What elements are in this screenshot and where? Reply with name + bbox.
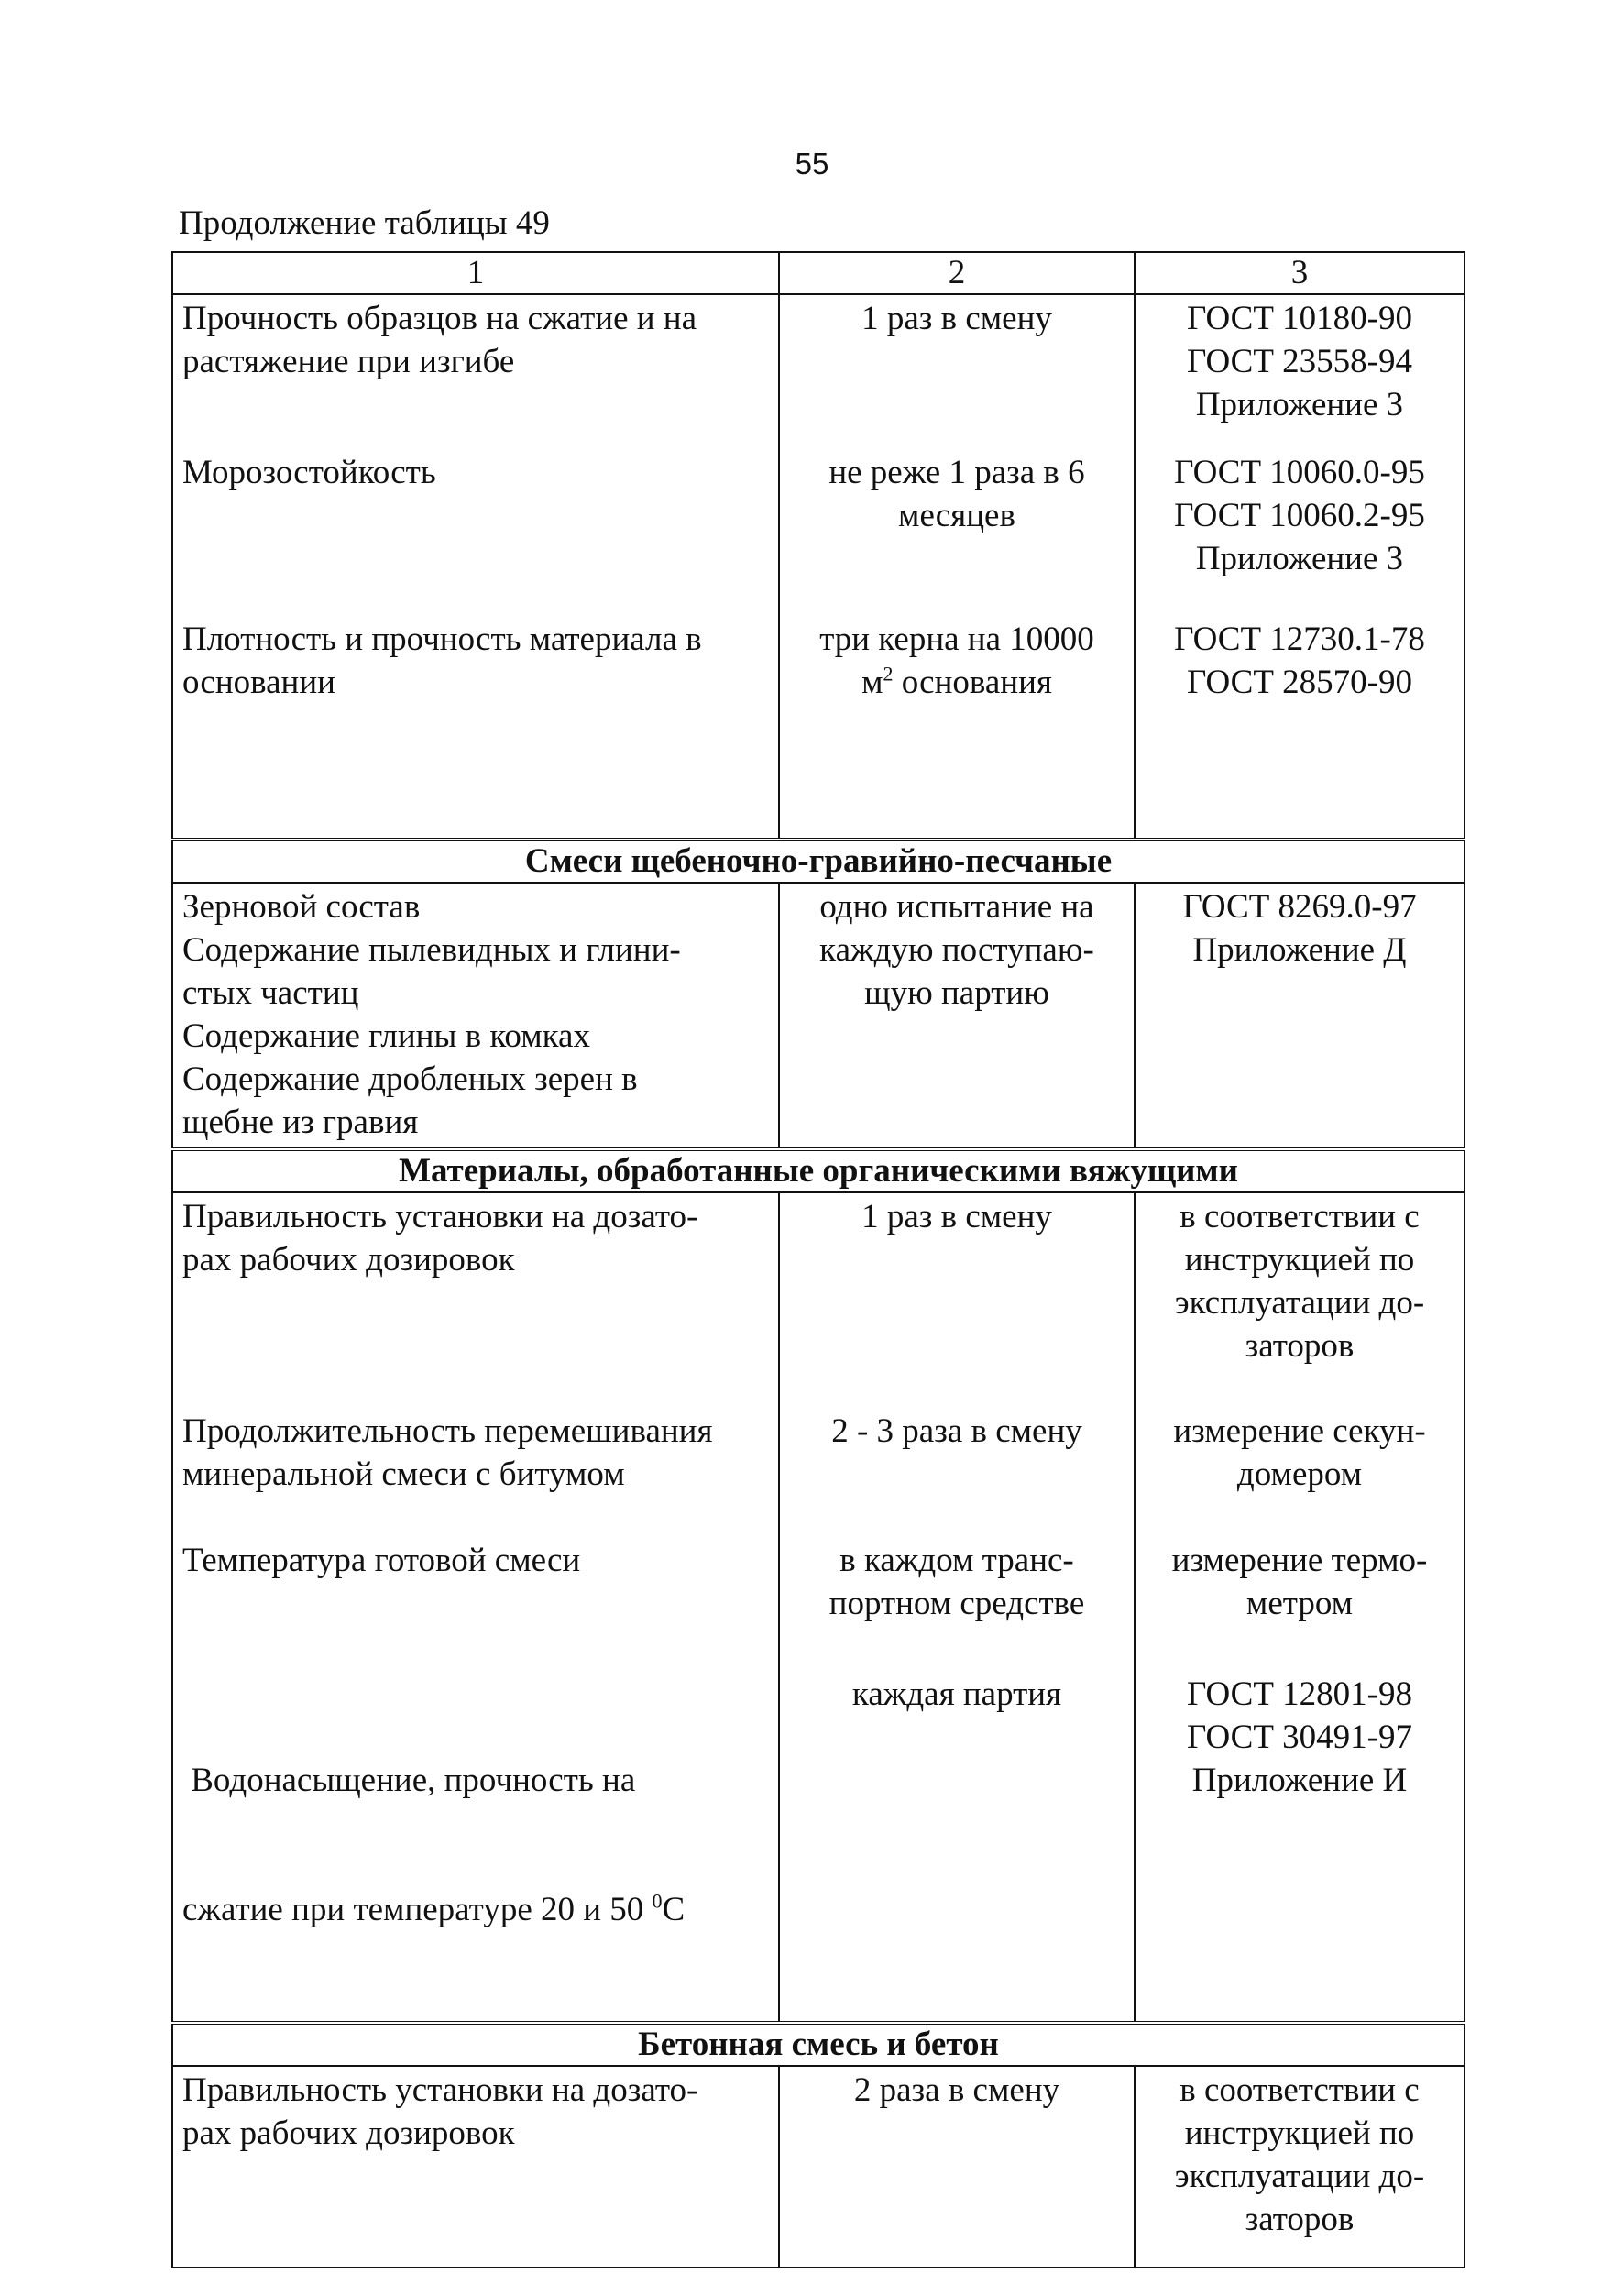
param-cell (172, 616, 779, 840)
table-row (172, 1537, 1465, 1671)
table-row (172, 1192, 1465, 1408)
reference-text: в соответствии с (1180, 2071, 1420, 2109)
param-text: рах рабочих дозировок (182, 1241, 515, 1279)
reference-text: ГОСТ 10060.0-95 (1174, 454, 1425, 491)
control-table (171, 251, 1465, 2268)
param-text: минеральной смеси с битумом (182, 1455, 625, 1493)
table-row (172, 883, 1465, 1149)
frequency-cell (779, 1192, 1135, 1408)
param-cell (172, 1671, 779, 2023)
table-header-row (172, 252, 1465, 294)
frequency-text: 1 раз в смену (861, 300, 1052, 337)
reference-text: инструкцией по (1184, 1241, 1415, 1279)
frequency-cell (779, 883, 1135, 1149)
reference-text: эксплуатации до- (1174, 1284, 1425, 1322)
frequency-cell (779, 616, 1135, 840)
reference-cell (1135, 883, 1465, 1149)
reference-text: ГОСТ 10180-90 (1187, 300, 1412, 337)
reference-text: ГОСТ 10060.2-95 (1174, 497, 1425, 534)
frequency-cell (779, 294, 1135, 449)
reference-text: Приложение З (1195, 540, 1404, 577)
reference-cell (1135, 1671, 1465, 2023)
frequency-cell (779, 449, 1135, 616)
table-row (172, 616, 1465, 840)
param-text: щебне из гравия (182, 1104, 419, 1141)
temperature-text: сжатие при температуре 20 и 50 (182, 1891, 653, 1928)
param-text: стых частиц (182, 974, 359, 1012)
param-cell (172, 2066, 779, 2268)
reference-text: Приложение З (1195, 386, 1404, 423)
reference-text: домером (1236, 1455, 1363, 1493)
reference-text: метром (1245, 1585, 1354, 1622)
param-text: растяжение при изгибе (182, 343, 515, 380)
celsius-text: С (662, 1891, 686, 1928)
reference-text: ГОСТ 28570-90 (1187, 664, 1412, 701)
param-text: Продолжительность перемешивания (182, 1412, 713, 1450)
table-row (172, 1408, 1465, 1537)
frequency-text: три керна на 10000 (819, 620, 1094, 658)
param-text: Содержание дробленых зерен в (182, 1060, 638, 1098)
param-cell (172, 294, 779, 449)
param-text (182, 1888, 769, 1931)
reference-cell (1135, 449, 1465, 616)
reference-text: в соответствии с (1180, 1198, 1420, 1235)
param-cell (172, 1408, 779, 1537)
unit-superscript: 2 (883, 662, 894, 686)
frequency-text: 1 раз в смену (861, 1198, 1052, 1235)
table-caption: Продолжение таблицы 49 (179, 204, 550, 242)
frequency-text: каждая партия (851, 1675, 1062, 1713)
reference-text: ГОСТ 8269.0-97 (1182, 888, 1417, 926)
param-text: Температура готовой смеси (182, 1542, 581, 1579)
reference-cell (1135, 1192, 1465, 1408)
param-text: основании (182, 664, 335, 701)
param-text: Плотность и прочность материала в (182, 620, 702, 658)
reference-text: измерение термо- (1171, 1542, 1428, 1579)
unit-rest-text: основания (893, 664, 1052, 701)
frequency-text: 2 - 3 раза в смену (831, 1412, 1082, 1450)
param-text: Правильность установки на дозато- (182, 1198, 698, 1235)
section-header-row (172, 840, 1465, 883)
param-text: Зерновой состав (182, 888, 421, 926)
page-number: 55 (795, 147, 829, 181)
frequency-text: 2 раза в смену (853, 2071, 1060, 2109)
section-header-row (172, 1149, 1465, 1192)
table-row (172, 294, 1465, 449)
header-col-3: 3 (1135, 252, 1465, 294)
unit-text: м (861, 664, 883, 701)
reference-text: заторов (1245, 1327, 1355, 1365)
reference-cell (1135, 294, 1465, 449)
reference-text: заторов (1245, 2201, 1355, 2238)
frequency-text: щую партию (864, 974, 1049, 1012)
reference-cell (1135, 1408, 1465, 1537)
reference-cell (1135, 2066, 1465, 2268)
frequency-text: каждую поступаю- (819, 931, 1094, 969)
header-col-1: 1 (172, 252, 779, 294)
param-text: Содержание глины в комках (182, 1017, 590, 1055)
reference-text: ГОСТ 12801-98 (1187, 1675, 1412, 1713)
section-header-row (172, 2023, 1465, 2066)
reference-text: эксплуатации до- (1174, 2158, 1425, 2195)
param-cell (172, 1192, 779, 1408)
reference-cell (1135, 616, 1465, 840)
degree-superscript: 0 (652, 1889, 663, 1913)
frequency-text: месяцев (898, 497, 1015, 534)
param-text: Морозостойкость (182, 454, 436, 491)
param-text: Содержание пылевидных и глини- (182, 931, 681, 969)
table-row (172, 1671, 1465, 2023)
param-text: рах рабочих дозировок (182, 2114, 515, 2152)
reference-text: измерение секун- (1173, 1412, 1426, 1450)
frequency-cell (779, 1671, 1135, 2023)
param-text: Прочность образцов на сжатие и на (182, 300, 697, 337)
header-col-2: 2 (779, 252, 1135, 294)
frequency-cell (779, 2066, 1135, 2268)
reference-text: ГОСТ 23558-94 (1187, 343, 1412, 380)
section-title: Материалы, обработанные органическими вяжущими (172, 1149, 1465, 1192)
param-cell (172, 449, 779, 616)
reference-text: ГОСТ 12730.1-78 (1174, 620, 1425, 658)
param-text: Правильность установки на дозато- (182, 2071, 698, 2109)
frequency-text: портном средстве (828, 1585, 1085, 1622)
frequency-text: одно испытание на (819, 888, 1094, 926)
reference-text: Приложение И (1191, 1762, 1408, 1799)
param-cell (172, 1537, 779, 1671)
frequency-text: в каждом транс- (839, 1542, 1074, 1579)
section-title: Бетонная смесь и бетон (172, 2023, 1465, 2066)
param-cell (172, 883, 779, 1149)
reference-text: инструкцией по (1184, 2114, 1415, 2152)
section-title: Смеси щебеночно-гравийно-песчаные (172, 840, 1465, 883)
frequency-text: не реже 1 раза в 6 (828, 454, 1085, 491)
reference-text: Приложение Д (1192, 931, 1407, 969)
table-row (172, 449, 1465, 616)
table-row (172, 2066, 1465, 2268)
frequency-cell (779, 1408, 1135, 1537)
frequency-text (789, 661, 1125, 704)
frequency-cell (779, 1537, 1135, 1671)
param-text: Водонасыщение, прочность на (182, 1762, 636, 1799)
reference-cell (1135, 1537, 1465, 1671)
reference-text: ГОСТ 30491-97 (1187, 1718, 1412, 1756)
